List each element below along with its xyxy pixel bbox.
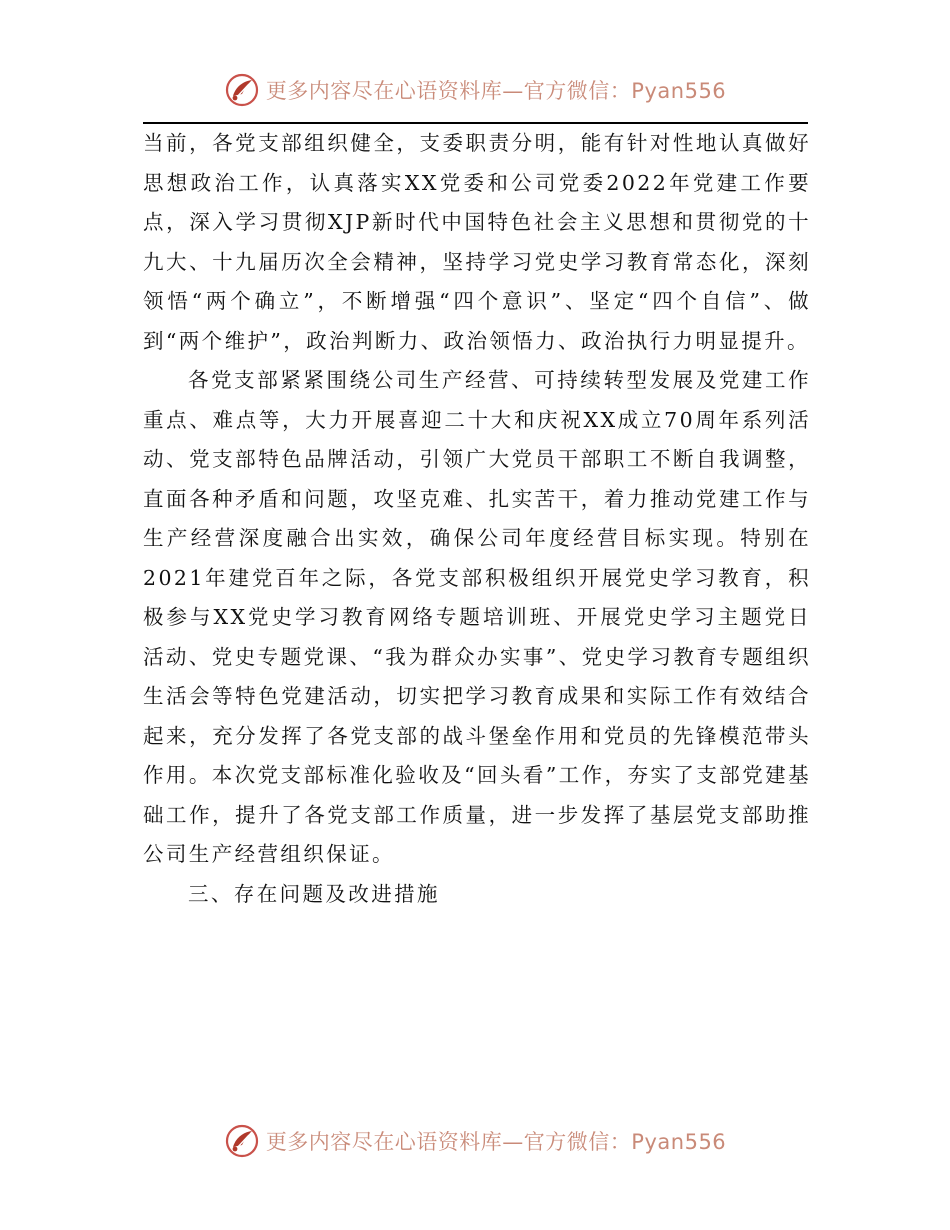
body-paragraph-2: 各党支部紧紧围绕公司生产经营、可持续转型发展及党建工作重点、难点等，大力开展喜迎二十大和庆祝XX成立70周年系列活动、党支部特色品牌活动，引领广大党员干部职工不断自我调整，直面各种矛盾和问题，攻坚克难、扎实苦干，着力推动党建工作与生产经营深度融合出实效，确保公司年度经营目标实现。特别在2021年建党百年之际，各党支部积极组织开展党史学习教育，积极参与XX党史学习教育网络专题培训班、开展党史学习主题党日活动、党史专题党课、“我为群众办实事”、党史学习教育专题组织生活会等特色党建活动，切实把学习教育成果和实际工作有效结合起来，充分发挥了各党支部的战斗堡垒作用和党员的先锋模范带头作用。本次党支部标准化验收及“回头看”工作，夯实了支部党建基础工作，提升了各党支部工作质量，进一步发挥了基层党支部助推公司生产经营组织保证。 bbox=[143, 368, 811, 866]
body-paragraph-1: 当前，各党支部组织健全，支委职责分明，能有针对性地认真做好思想政治工作，认真落实XX党委和公司党委2022年党建工作要点，深入学习贯彻XJP新时代中国特色社会主义思想和贯彻党的十九大、十九届历次全会精神，坚持学习党史学习教育常态化，深刻领悟“两个确立”，不断增强“四个意识”、坚定“四个自信”、做到“两个维护”，政治判断力、政治领悟力、政治执行力明显提升。 bbox=[143, 131, 811, 353]
header-banner-text: 更多内容尽在心语资料库—官方微信：Pyan556 bbox=[265, 79, 727, 103]
brand-logo-icon bbox=[224, 72, 260, 108]
brand-logo-icon bbox=[224, 1123, 260, 1159]
header-banner bbox=[0, 70, 950, 110]
document-body bbox=[143, 124, 811, 914]
header-banner-content bbox=[224, 72, 726, 108]
footer-banner-text: 更多内容尽在心语资料库—官方微信：Pyan556 bbox=[265, 1130, 727, 1154]
section-heading: 三、存在问题及改进措施 bbox=[188, 881, 440, 906]
footer-banner bbox=[0, 1121, 950, 1161]
footer-banner-content bbox=[224, 1123, 726, 1159]
